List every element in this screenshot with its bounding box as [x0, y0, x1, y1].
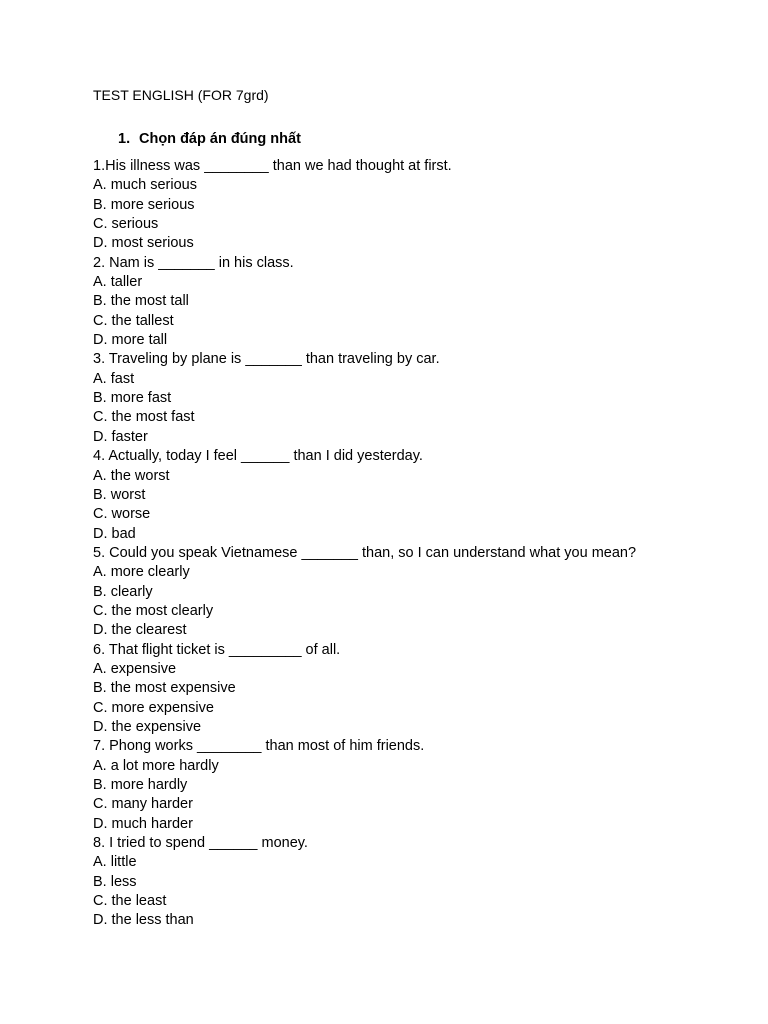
answer-option-a: A. fast [93, 370, 135, 387]
answer-option-b: B. the most tall [93, 293, 189, 310]
section-heading-text: Chọn đáp án đúng nhất [139, 131, 301, 147]
section-heading [118, 130, 301, 148]
section-number: 1. [118, 131, 131, 147]
answer-option-a: A. much serious [93, 177, 197, 194]
question-3 [93, 350, 636, 447]
answer-option-a: A. taller [93, 274, 143, 291]
question-5 [93, 544, 636, 641]
answer-option-d: D. faster [93, 428, 148, 445]
answer-option-d: D. the clearest [93, 622, 187, 639]
question-list [93, 157, 636, 931]
answer-option-b: B. more serious [93, 196, 195, 213]
answer-option-c: C. the tallest [93, 312, 174, 329]
answer-option-b: B. the most expensive [93, 680, 236, 697]
document-title: TEST ENGLISH (FOR 7grd) [93, 87, 269, 103]
answer-option-d: D. most serious [93, 235, 194, 252]
answer-option-c: C. the most fast [93, 409, 195, 426]
answer-option-b: B. more fast [93, 390, 172, 407]
answer-option-b: B. clearly [93, 583, 153, 600]
answer-option-d: D. the less than [93, 912, 194, 929]
answer-option-c: C. serious [93, 216, 159, 233]
answer-option-d: D. much harder [93, 815, 193, 832]
question-6 [93, 641, 636, 738]
answer-option-c: C. more expensive [93, 699, 214, 716]
question-prompt: 8. I tried to spend ______ money. [93, 835, 308, 852]
answer-option-c: C. many harder [93, 796, 193, 813]
question-4 [93, 447, 636, 544]
question-prompt: 5. Could you speak Vietnamese _______ than, so I can understand what you mean? [93, 544, 637, 561]
answer-option-d: D. the expensive [93, 718, 202, 735]
answer-option-c: C. worse [93, 506, 151, 523]
answer-option-d: D. more tall [93, 332, 168, 349]
answer-option-a: A. a lot more hardly [93, 757, 219, 774]
question-7 [93, 737, 636, 834]
answer-option-a: A. expensive [93, 660, 177, 677]
question-prompt: 2. Nam is _______ in his class. [93, 254, 294, 271]
question-prompt: 3. Traveling by plane is _______ than traveling by car. [93, 351, 440, 368]
answer-option-a: A. more clearly [93, 564, 190, 581]
answer-option-b: B. worst [93, 486, 146, 503]
question-prompt: 4. Actually, today I feel ______ than I did yesterday. [93, 448, 423, 465]
question-prompt: 7. Phong works ________ than most of him friends. [93, 738, 425, 755]
answer-option-d: D. bad [93, 525, 136, 542]
question-prompt: 1.His illness was ________ than we had thought at first. [93, 158, 452, 174]
answer-option-a: A. little [93, 854, 137, 871]
answer-option-b: B. less [93, 873, 137, 890]
question-2 [93, 254, 636, 351]
answer-option-c: C. the most clearly [93, 602, 214, 619]
answer-option-b: B. more hardly [93, 777, 188, 793]
question-1 [93, 157, 636, 254]
answer-option-c: C. the least [93, 893, 167, 910]
answer-option-a: A. the worst [93, 467, 170, 484]
question-prompt: 6. That flight ticket is _________ of all. [93, 641, 341, 658]
question-8 [93, 834, 636, 931]
